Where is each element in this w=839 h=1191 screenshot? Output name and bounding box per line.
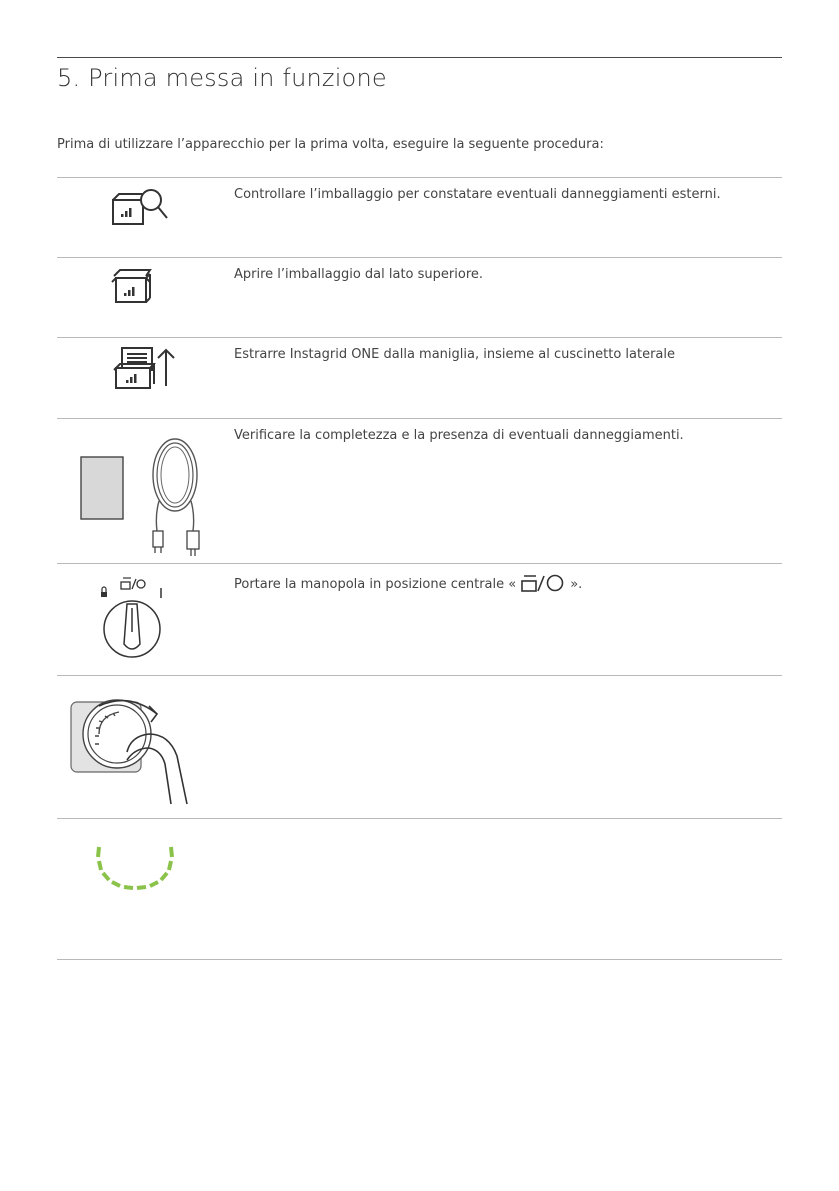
- step-7: [57, 818, 782, 960]
- step-2-illustration: [57, 258, 217, 337]
- led-ring-icon: [93, 839, 177, 899]
- step-2-text: Aprire l’imballaggio dal lato superiore.: [234, 267, 484, 282]
- step-1-illustration: [57, 178, 217, 257]
- box-extract-icon: [110, 346, 186, 390]
- step-6-illustration: [57, 676, 217, 818]
- step-4: [57, 418, 782, 563]
- plug-socket-icon: [69, 696, 209, 806]
- step-5-text-after: ».: [570, 577, 583, 592]
- step-4-text: Verificare la completezza e la presenza di eventuali danneggiamenti.: [234, 428, 684, 443]
- step-6: [57, 675, 782, 818]
- step-2: [57, 257, 782, 337]
- step-1: [57, 177, 782, 257]
- step-7-illustration: [57, 819, 217, 959]
- manual-and-cable-icon: [77, 435, 217, 557]
- box-magnifier-icon: [107, 186, 169, 232]
- page-title: 5. Prima messa in funzione: [57, 64, 387, 92]
- battery-off-symbol-icon: [519, 574, 567, 592]
- step-5: [57, 563, 782, 675]
- step-3-text: Estrarre Instagrid ONE dalla maniglia, insieme al cuscinetto laterale: [234, 347, 676, 362]
- open-box-icon: [110, 266, 156, 306]
- step-5-text-before: Portare la manopola in posizione centrale «: [234, 577, 517, 592]
- selector-knob-icon: [97, 574, 169, 664]
- step-1-text: Controllare l’imballaggio per constatare eventuali danneggiamenti esterni.: [234, 187, 721, 202]
- step-4-illustration: [57, 419, 217, 563]
- top-rule: [57, 57, 782, 58]
- steps-list: [57, 177, 782, 960]
- step-5-illustration: [57, 564, 217, 675]
- intro-text: Prima di utilizzare l’apparecchio per la prima volta, eseguire la seguente procedura:: [57, 137, 604, 152]
- step-5-text: [234, 574, 774, 594]
- step-3: [57, 337, 782, 418]
- step-3-illustration: [57, 338, 217, 418]
